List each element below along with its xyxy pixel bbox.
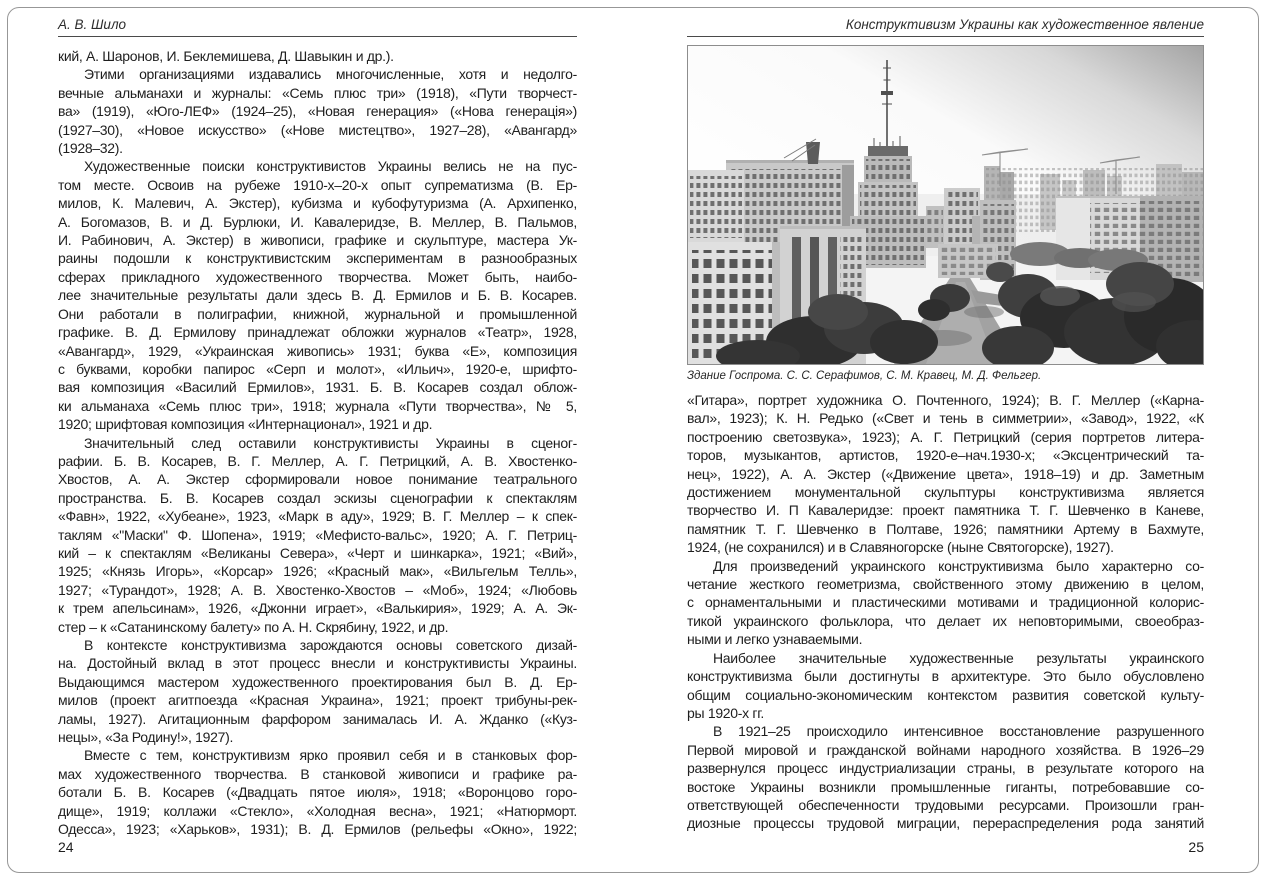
- photo-caption: Здание Госпрома. С. С. Серафимов, С. М. Кравец, М. Д. Фельгер.: [687, 370, 1042, 382]
- text-line: милов (проект агитпоезда «Красная Украина», 1921; проект трибуны-рек-: [58, 692, 577, 709]
- text-line: пространства. Б. В. Косарев создал эскизы сценографии к спектаклям: [58, 489, 577, 506]
- left-page-body: [58, 47, 577, 838]
- text-line: торов, музыкантов, артистов, 1920-е–нач.1930-х; «Эксцентрический та-: [687, 447, 1204, 464]
- text-line: Первой мировой и гражданской войнами народного хозяйства. В 1926–29: [687, 741, 1204, 758]
- text-line: ры 1920-х гг.: [687, 704, 764, 721]
- right-page: [687, 16, 1204, 833]
- text-line: Хвостов, А. А. Экстер сформировали новое понимание театрального: [58, 471, 577, 488]
- text-line: 1920; шрифтовая композиция «Интернационал», 1921 и др.: [58, 416, 433, 433]
- text-line: 1924, (не сохранился) и в Славяногорске (ныне Святогорске), 1927).: [687, 539, 1114, 556]
- text-line: диозные процессы трудовой миграции, перераспределения рода занятий: [687, 815, 1204, 832]
- running-head-author: А. В. Шило: [58, 16, 577, 37]
- text-line: кий – к спектаклям «Великаны Севера», «Черт и шинкарка», 1921; «Вий»,: [58, 544, 577, 561]
- text-line: памятник Т. Г. Шевченко в Полтаве, 1926; памятники Артему в Бахмуте,: [687, 520, 1204, 537]
- text-line: Одесса», 1923; «Харьков», 1931); В. Д. Ермилов (рельефы «Окно», 1922;: [58, 821, 577, 838]
- text-line: И. Рабинович, А. Экстер) в живописи, графике и скульптуре, мастера Ук-: [58, 232, 577, 249]
- text-line: кий, А. Шаронов, И. Беклемишева, Д. Шавыкин и др.).: [58, 48, 394, 64]
- text-line: общим социально-экономическим контекстом развития советской культу-: [687, 686, 1204, 703]
- text-line: лее значительные результаты дали здесь В. Д. Ермилов и Б. В. Косарев.: [58, 287, 577, 304]
- text-line: сферах прикладного художественного творчества. Может быть, наибо-: [58, 268, 577, 285]
- text-line: вал», 1923); К. Н. Редько («Свет и тень в симметрии», «Завод», 1922, «К: [687, 410, 1204, 427]
- running-head-title: Конструктивизм Украины как художественное явление: [687, 16, 1204, 37]
- text-line: том месте. Освоив на рубеже 1910-х–20-х опыт супрематизма (В. Ер-: [58, 176, 577, 193]
- text-line: В контексте конструктивизма зарождаются основы советского дизай-: [84, 637, 577, 653]
- text-line: построению светозвука», 1923); А. Г. Петрицкий (серия портретов литера-: [687, 428, 1204, 445]
- text-line: с орнаментальными и пластическими мотивами и традиционной колорис-: [687, 594, 1204, 611]
- page-number-right: 25: [1188, 839, 1204, 855]
- text-line: стер – к «Сатанинскому балету» по А. Н. Скрябину, 1922, и др.: [58, 618, 449, 635]
- text-line: графике. В. Д. Ермилову принадлежат обложки журналов «Театр», 1928,: [58, 324, 577, 341]
- text-line: ва» (1919), «Юго-ЛЕФ» (1924–25), «Новая генерация» («Нова генерація»): [58, 103, 577, 120]
- text-line: востоке Украины возникли промышленные гиганты, потребовавшие со-: [687, 778, 1204, 795]
- text-line: рафии. Б. В. Косарев, В. Г. Меллер, А. Г. Петрицкий, А. В. Хвостенко-: [58, 452, 577, 469]
- text-line: 1925; «Князь Игорь», «Корсар» 1926; «Красный мак», «Вильгельм Телль»,: [58, 563, 577, 580]
- text-line: на. Достойный вклад в этот процесс внесли и конструктивисты Украины.: [58, 655, 577, 672]
- text-line: А. Богомазов, В. и Д. Бурлюки, И. Кавалеридзе, В. Меллер, В. Пальмов,: [58, 213, 577, 230]
- gosprom-photo: [687, 45, 1204, 365]
- page-number-left: 24: [58, 839, 74, 855]
- text-line: милов, К. Малевич, А. Экстер), кубизма и кубофутуризма (А. Архипенко,: [58, 195, 577, 212]
- text-line: Этими организациями издавались многочисленные, хотя и недолго-: [84, 66, 577, 83]
- text-line: Для произведений украинского конструктивизма было характерно со-: [713, 557, 1204, 574]
- text-line: Они работали в полиграфии, книжной, журнальной и промышленной: [58, 305, 577, 322]
- text-line: мах художественного творчества. В станковой живописи и графике ра-: [58, 765, 577, 782]
- text-line: развернулся процесс индустриализации страны, в результате которого на: [687, 760, 1204, 777]
- text-line: таклям «"Маски" Ф. Шопена», 1919; «Мефисто-вальс», 1920; А. Г. Петриц-: [58, 526, 577, 543]
- text-line: раины подошли к конструктивистским экспериментам в разнообразных: [58, 250, 577, 267]
- text-line: вечные альманахи и журналы: «Семь плюс три» (1918), «Пути творчест-: [58, 84, 577, 101]
- text-line: вая композиция «Василий Ермилов», 1931. Б. В. Косарев создал облож-: [58, 379, 577, 396]
- right-page-body: [687, 391, 1204, 833]
- gosprom-photo-illustration: [688, 46, 1203, 364]
- text-line: 1927; «Турандот», 1928; А. В. Хвостенко-Хвостов – «Моб», 1924; «Любовь: [58, 581, 577, 598]
- text-line: Художественные поиски конструктивистов Украины велись не на пус-: [84, 158, 577, 175]
- text-line: Значительный след оставили конструктивисты Украины в сценог-: [84, 434, 577, 451]
- text-line: (1927–30), «Новое искусство» («Нове мистецтво», 1927–28), «Авангард»: [58, 121, 577, 138]
- text-line: «Авангард», 1929, «Украинская живопись» 1931; буква «Е», композиция: [58, 342, 577, 359]
- text-line: к трем апельсинам», 1926, «Джонни играет», «Валькирия», 1929; А. А. Эк-: [58, 600, 577, 617]
- text-line: ными и легко узнаваемыми.: [687, 631, 863, 648]
- text-line: ки альманаха «Семь плюс три», 1918; журнала «Пути творчества», № 5,: [58, 397, 577, 414]
- text-line: тикой украинского фольклора, что делает их неповторимыми, своеобраз-: [687, 612, 1204, 629]
- left-page: [58, 16, 577, 838]
- text-line: «Гитара», портрет художника О. Почтенного, 1924); В. Г. Меллер («Карна-: [687, 392, 1204, 408]
- text-line: с буквами, коробки папирос «Серп и молот», «Ильич», 1920-е, шрифто-: [58, 360, 577, 377]
- text-line: достижением монументальной скульптуры конструктивизма является: [687, 484, 1204, 501]
- text-line: ламы, 1927). Агитационным фарфором занималась И. А. Жданко («Куз-: [58, 710, 577, 727]
- book-spread: [7, 7, 1259, 873]
- text-line: нец», 1922), А. А. Экстер («Движение цвета», 1918–19) и др. Заметным: [687, 465, 1204, 482]
- text-line: (1928–32).: [58, 140, 123, 157]
- text-line: четание жесткого геометризма, свойственного этому движению в целом,: [687, 576, 1204, 593]
- text-line: Выдающимся мастером художественного проектирования был В. Д. Ер-: [58, 673, 577, 690]
- text-line: Наиболее значительные художественные результаты украинского: [713, 649, 1204, 666]
- text-line: нецы», «За Родину!», 1927).: [58, 729, 234, 746]
- text-line: В 1921–25 происходило интенсивное восстановление разрушенного: [713, 723, 1204, 740]
- text-line: ответствующей обеспеченности трудовыми ресурсами. Произошли гран-: [687, 796, 1204, 813]
- text-line: Вместе с тем, конструктивизм ярко проявил себя и в станковых фор-: [84, 747, 577, 764]
- text-line: конструктивизма были достигнуты в архитектуре. Это было обусловлено: [687, 668, 1204, 685]
- text-line: дище», 1919; коллажи «Стекло», «Холодная весна», 1921; «Натюрморт.: [58, 802, 577, 819]
- text-line: творчество И. П Кавалеридзе: проект памятника Т. Г. Шевченко в Каневе,: [687, 502, 1204, 519]
- text-line: «Фавн», 1922, «Хубеане», 1923, «Марк в аду», 1929; В. Г. Меллер – к спек-: [58, 508, 577, 525]
- text-line: ботали Б. В. Косарев («Двадцать пятое июля», 1918; «Воронцово горо-: [58, 784, 577, 801]
